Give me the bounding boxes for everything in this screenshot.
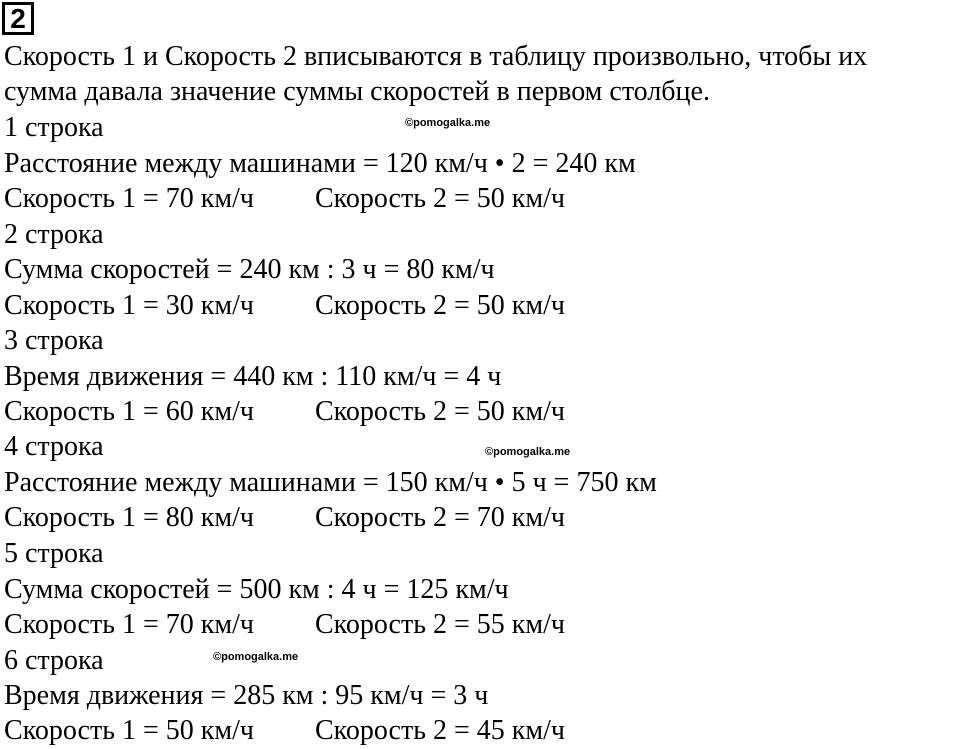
intro-line: сумма давала значение суммы скоростей в первом столбце. — [4, 76, 710, 107]
row-formula: Расстояние между машинами = 120 км/ч • 2 = 240 км — [4, 148, 636, 179]
speed-line — [4, 714, 565, 748]
row-heading: 2 строка — [4, 219, 104, 250]
speed-1-value: Скорость 1 = 30 км/ч — [4, 290, 254, 321]
speed-2-value: Скорость 2 = 70 км/ч — [315, 502, 565, 533]
speed-2-value: Скорость 2 = 50 км/ч — [315, 183, 565, 214]
watermark: ©pomogalka.me — [485, 446, 571, 458]
row-formula: Время движения = 285 км : 95 км/ч = 3 ч — [4, 680, 489, 711]
watermark: ©pomogalka.me — [405, 117, 491, 129]
speed-1-value: Скорость 1 = 80 км/ч — [4, 502, 254, 533]
row-heading: 1 строка — [4, 112, 104, 143]
speed-1-value: Скорость 1 = 70 км/ч — [4, 609, 254, 640]
row-heading: 4 строка — [4, 431, 104, 462]
speed-1-value: Скорость 1 = 50 км/ч — [4, 715, 254, 746]
row-formula: Сумма скоростей = 240 км : 3 ч = 80 км/ч — [4, 254, 495, 285]
speed-2-value: Скорость 2 = 55 км/ч — [315, 609, 565, 640]
speed-line — [4, 608, 565, 642]
speed-2-value: Скорость 2 = 45 км/ч — [315, 715, 565, 746]
row-formula: Расстояние между машинами = 150 км/ч • 5 ч = 750 км — [4, 467, 657, 498]
row-formula: Сумма скоростей = 500 км : 4 ч = 125 км/ч — [4, 574, 509, 605]
row-heading: 3 строка — [4, 325, 104, 356]
speed-line — [4, 395, 565, 429]
speed-line — [4, 289, 565, 323]
task-number-badge: 2 — [2, 2, 34, 35]
speed-1-value: Скорость 1 = 70 км/ч — [4, 183, 254, 214]
speed-line — [4, 501, 565, 535]
speed-2-value: Скорость 2 = 50 км/ч — [315, 290, 565, 321]
row-heading: 6 строка — [4, 645, 104, 676]
row-formula: Время движения = 440 км : 110 км/ч = 4 ч — [4, 361, 502, 392]
speed-2-value: Скорость 2 = 50 км/ч — [315, 396, 565, 427]
intro-line: Скорость 1 и Скорость 2 вписываются в таблицу произвольно, чтобы их — [4, 41, 868, 72]
speed-1-value: Скорость 1 = 60 км/ч — [4, 396, 254, 427]
speed-line — [4, 182, 565, 216]
row-heading: 5 строка — [4, 538, 104, 569]
watermark: ©pomogalka.me — [213, 651, 299, 663]
